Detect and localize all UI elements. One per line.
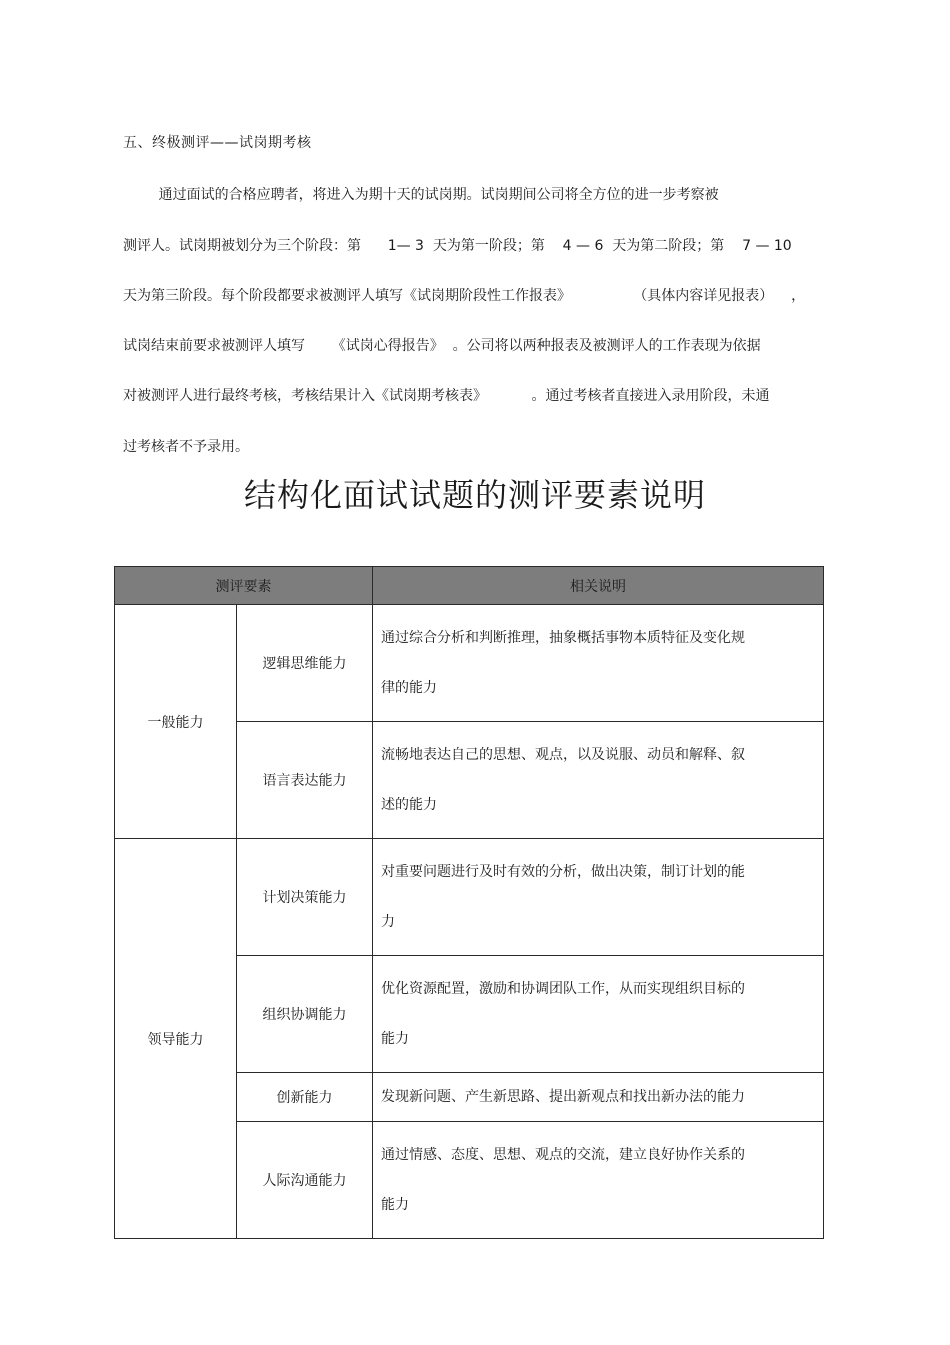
description-line: 律的能力 (381, 680, 437, 696)
group-cell: 领导能力 (115, 839, 237, 1239)
document-title: 结构化面试试题的测评要素说明 (243, 476, 706, 514)
factor-cell: 语言表达能力 (237, 722, 373, 839)
description-line: 优化资源配置，激励和协调团队工作，从而实现组织目标的 (381, 981, 745, 997)
factor-cell: 创新能力 (237, 1073, 373, 1122)
paragraph-line: 对被测评人进行最终考核，考核结果计入《试岗期考核表》 。通过考核者直接进入录用阶段，未通 (123, 388, 770, 404)
criteria-table (114, 566, 824, 1239)
table-header-factor: 测评要素 (115, 567, 373, 605)
description-cell (373, 722, 824, 839)
paragraph-line: 测评人。试岗期被划分为三个阶段：第 1— 3 天为第一阶段；第 4 — 6 天为第二阶段；第 7 — 10 (123, 238, 792, 254)
table-row (115, 839, 824, 956)
table-row (115, 605, 824, 722)
description-line: 能力 (381, 1031, 409, 1047)
paragraph-line: 试岗结束前要求被测评人填写 《试岗心得报告》 。公司将以两种报表及被测评人的工作表现为依据 (123, 338, 761, 354)
description-line: 发现新问题、产生新思路、提出新观点和找出新办法的能力 (381, 1089, 745, 1105)
table-header-row (115, 567, 824, 605)
paragraph-line: 通过面试的合格应聘者，将进入为期十天的试岗期。试岗期间公司将全方位的进一步考察被 (123, 187, 719, 203)
group-cell: 一般能力 (115, 605, 237, 839)
factor-cell: 计划决策能力 (237, 839, 373, 956)
description-line: 述的能力 (381, 797, 437, 813)
paragraph-line: 过考核者不予录用。 (123, 439, 249, 455)
description-cell (373, 839, 824, 956)
description-cell (373, 1122, 824, 1239)
description-cell (373, 1073, 824, 1122)
paragraph-line: 天为第三阶段。每个阶段都要求被测评人填写《试岗期阶段性工作报表》 （具体内容详见报表） ， (123, 288, 806, 304)
description-cell (373, 956, 824, 1073)
description-line: 能力 (381, 1197, 409, 1213)
section-heading: 五、终极测评——试岗期考核 (123, 135, 312, 151)
factor-cell: 组织协调能力 (237, 956, 373, 1073)
description-line: 通过情感、态度、思想、观点的交流，建立良好协作关系的 (381, 1147, 745, 1163)
table-header-description: 相关说明 (373, 567, 824, 605)
description-line: 通过综合分析和判断推理，抽象概括事物本质特征及变化规 (381, 630, 745, 646)
factor-cell: 人际沟通能力 (237, 1122, 373, 1239)
factor-cell: 逻辑思维能力 (237, 605, 373, 722)
description-line: 流畅地表达自己的思想、观点，以及说服、动员和解释、叙 (381, 747, 745, 763)
description-cell (373, 605, 824, 722)
description-line: 力 (381, 914, 395, 930)
description-line: 对重要问题进行及时有效的分析，做出决策，制订计划的能 (381, 864, 745, 880)
